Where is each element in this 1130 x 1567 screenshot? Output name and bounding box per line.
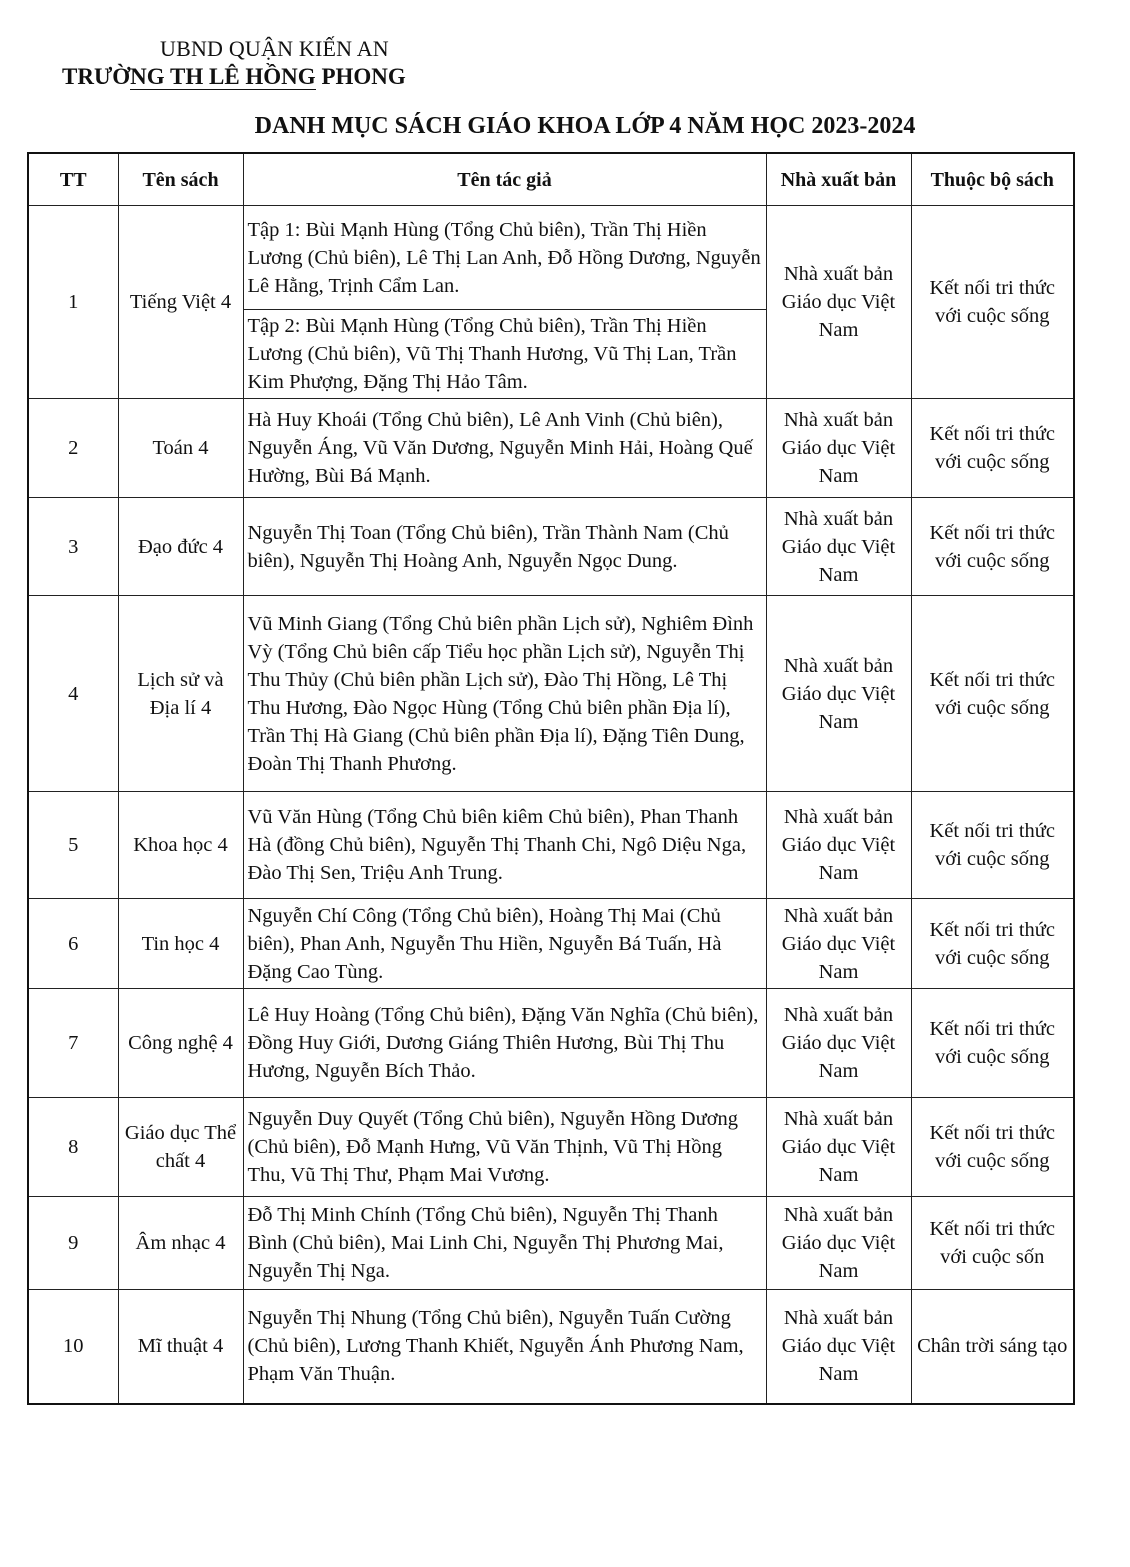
publisher: Nhà xuất bản Giáo dục Việt Nam bbox=[766, 498, 911, 596]
school-name-underlined: NG TH LÊ HỒNG bbox=[130, 64, 316, 89]
row-number: 2 bbox=[28, 399, 118, 498]
authors: Nguyễn Chí Công (Tổng Chủ biên), Hoàng Thị Mai (Chủ biên), Phan Anh, Nguyễn Thu Hiền, Nguyễn Bá Tuấn, Hà Đặng Cao Tùng. bbox=[243, 899, 766, 989]
book-title: Tin học 4 bbox=[118, 899, 243, 989]
row-number: 9 bbox=[28, 1197, 118, 1290]
school-name-prefix: TRƯỜ bbox=[62, 64, 131, 89]
book-series: Kết nối tri thức với cuộc sống bbox=[911, 498, 1074, 596]
table-row bbox=[28, 206, 1074, 310]
row-number: 8 bbox=[28, 1098, 118, 1197]
book-series: Kết nối tri thức với cuộc sống bbox=[911, 989, 1074, 1098]
column-header-tt: TT bbox=[28, 153, 118, 206]
table-row bbox=[28, 399, 1074, 498]
authors: Đỗ Thị Minh Chính (Tổng Chủ biên), Nguyễn Thị Thanh Bình (Chủ biên), Mai Linh Chi, Nguyễn Thị Phương Mai, Nguyễn Thị Nga. bbox=[243, 1197, 766, 1290]
publisher: Nhà xuất bản Giáo dục Việt Nam bbox=[766, 399, 911, 498]
row-number: 4 bbox=[28, 596, 118, 792]
table-row bbox=[28, 1098, 1074, 1197]
column-header-series: Thuộc bộ sách bbox=[911, 153, 1074, 206]
authors: Tập 2: Bùi Mạnh Hùng (Tổng Chủ biên), Trần Thị Hiền Lương (Chủ biên), Vũ Thị Thanh Hương, Vũ Thị Lan, Trần Kim Phượng, Đặng Thị Hảo Tâm. bbox=[243, 310, 766, 399]
column-header-authors: Tên tác giả bbox=[243, 153, 766, 206]
book-title: Mĩ thuật 4 bbox=[118, 1290, 243, 1404]
row-number: 7 bbox=[28, 989, 118, 1098]
authors: Nguyễn Thị Nhung (Tổng Chủ biên), Nguyễn Tuấn Cường (Chủ biên), Lương Thanh Khiết, Nguyễn Ánh Phương Nam, Phạm Văn Thuận. bbox=[243, 1290, 766, 1404]
publisher: Nhà xuất bản Giáo dục Việt Nam bbox=[766, 989, 911, 1098]
row-number: 1 bbox=[28, 206, 118, 399]
table-row bbox=[28, 1290, 1074, 1404]
publisher: Nhà xuất bản Giáo dục Việt Nam bbox=[766, 1098, 911, 1197]
publisher: Nhà xuất bản Giáo dục Việt Nam bbox=[766, 596, 911, 792]
row-number: 3 bbox=[28, 498, 118, 596]
publisher: Nhà xuất bản Giáo dục Việt Nam bbox=[766, 206, 911, 399]
authors: Lê Huy Hoàng (Tổng Chủ biên), Đặng Văn Nghĩa (Chủ biên), Đồng Huy Giới, Dương Giáng Thiên Hương, Bùi Thị Thu Hương, Nguyễn Bích Thảo. bbox=[243, 989, 766, 1098]
publisher: Nhà xuất bản Giáo dục Việt Nam bbox=[766, 1290, 911, 1404]
issuing-authority: UBND QUẬN KIẾN AN bbox=[160, 36, 389, 61]
book-series: Kết nối tri thức với cuộc sốn bbox=[911, 1197, 1074, 1290]
book-title: Giáo dục Thể chất 4 bbox=[118, 1098, 243, 1197]
authors: Vũ Minh Giang (Tổng Chủ biên phần Lịch sử), Nghiêm Đình Vỳ (Tổng Chủ biên cấp Tiểu học phần Lịch sử), Nguyễn Thị Thu Thủy (Chủ biên phần Lịch sử), Đào Thị Hồng, Lê Thị Thu Hương, Đào Ngọc Hùng (Tổng Chủ biên phần Địa lí), Trần Thị Hà Giang (Chủ biên phần Địa lí), Đặng Tiên Dung, Đoàn Thị Thanh Phương. bbox=[243, 596, 766, 792]
table-body bbox=[28, 206, 1074, 1404]
table-row bbox=[28, 596, 1074, 792]
table-row bbox=[28, 498, 1074, 596]
row-number: 5 bbox=[28, 792, 118, 899]
book-series: Kết nối tri thức với cuộc sống bbox=[911, 792, 1074, 899]
book-series: Kết nối tri thức với cuộc sống bbox=[911, 206, 1074, 399]
table-row bbox=[28, 989, 1074, 1098]
document-title: DANH MỤC SÁCH GIÁO KHOA LỚP 4 NĂM HỌC 2023-2024 bbox=[254, 113, 916, 139]
publisher: Nhà xuất bản Giáo dục Việt Nam bbox=[766, 899, 911, 989]
publisher: Nhà xuất bản Giáo dục Việt Nam bbox=[766, 1197, 911, 1290]
textbook-table bbox=[27, 152, 1075, 1405]
book-series: Kết nối tri thức với cuộc sống bbox=[911, 1098, 1074, 1197]
authors: Tập 1: Bùi Mạnh Hùng (Tổng Chủ biên), Trần Thị Hiền Lương (Chủ biên), Lê Thị Lan Anh, Đỗ Hồng Dương, Nguyễn Lê Hằng, Trịnh Cẩm Lan. bbox=[243, 206, 766, 310]
book-series: Chân trời sáng tạo bbox=[911, 1290, 1074, 1404]
school-name-suffix: PHONG bbox=[315, 64, 406, 89]
book-title: Đạo đức 4 bbox=[118, 498, 243, 596]
publisher: Nhà xuất bản Giáo dục Việt Nam bbox=[766, 792, 911, 899]
table-header-row bbox=[28, 153, 1074, 206]
authors: Nguyễn Duy Quyết (Tổng Chủ biên), Nguyễn Hồng Dương (Chủ biên), Đỗ Mạnh Hưng, Vũ Văn Thịnh, Vũ Thị Hồng Thu, Vũ Thị Thư, Phạm Mai Vương. bbox=[243, 1098, 766, 1197]
book-title: Lịch sử và Địa lí 4 bbox=[118, 596, 243, 792]
book-series: Kết nối tri thức với cuộc sống bbox=[911, 399, 1074, 498]
column-header-publisher: Nhà xuất bản bbox=[766, 153, 911, 206]
book-title: Khoa học 4 bbox=[118, 792, 243, 899]
book-title: Công nghệ 4 bbox=[118, 989, 243, 1098]
table-row bbox=[28, 899, 1074, 989]
authors: Vũ Văn Hùng (Tổng Chủ biên kiêm Chủ biên), Phan Thanh Hà (đồng Chủ biên), Nguyễn Thị Thanh Chi, Ngô Diệu Nga, Đào Thị Sen, Triệu Anh Trung. bbox=[243, 792, 766, 899]
book-series: Kết nối tri thức với cuộc sống bbox=[911, 596, 1074, 792]
table-row bbox=[28, 1197, 1074, 1290]
authors: Hà Huy Khoái (Tổng Chủ biên), Lê Anh Vinh (Chủ biên), Nguyễn Áng, Vũ Văn Dương, Nguyễn Minh Hải, Hoàng Quế Hường, Bùi Bá Mạnh. bbox=[243, 399, 766, 498]
book-title: Tiếng Việt 4 bbox=[118, 206, 243, 399]
book-series: Kết nối tri thức với cuộc sống bbox=[911, 899, 1074, 989]
book-title: Âm nhạc 4 bbox=[118, 1197, 243, 1290]
book-title: Toán 4 bbox=[118, 399, 243, 498]
row-number: 6 bbox=[28, 899, 118, 989]
school-name bbox=[62, 64, 406, 90]
table-row bbox=[28, 792, 1074, 899]
row-number: 10 bbox=[28, 1290, 118, 1404]
authors: Nguyễn Thị Toan (Tổng Chủ biên), Trần Thành Nam (Chủ biên), Nguyễn Thị Hoàng Anh, Nguyễn Ngọc Dung. bbox=[243, 498, 766, 596]
column-header-book: Tên sách bbox=[118, 153, 243, 206]
